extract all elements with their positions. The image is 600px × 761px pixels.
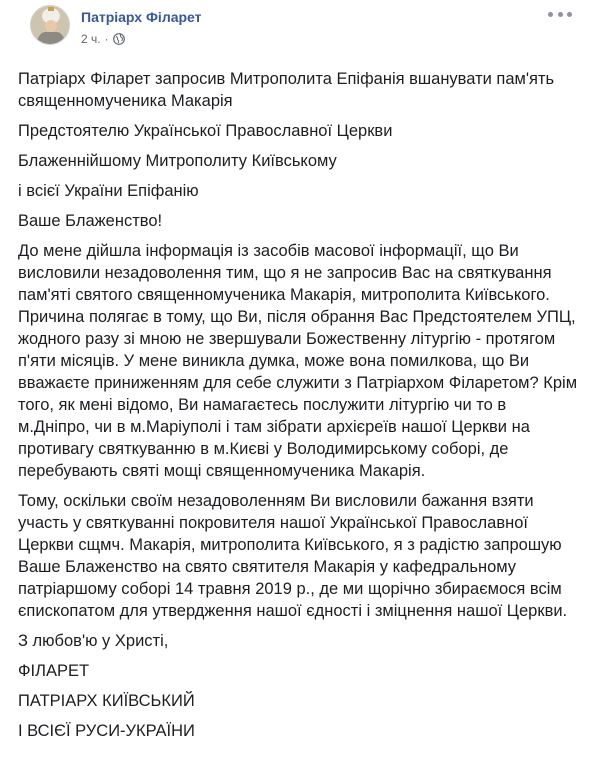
paragraph-line: З любов'ю у Христі, — [18, 632, 169, 650]
paragraph-line: Причина полягає в тому, що Ви, після обрання Вас Предстоятелем УПЦ, — [18, 308, 576, 326]
paragraph-line: п'яти місяців. У мене виникла думка, може вона помилкова, що Ви — [18, 352, 530, 370]
paragraph-line: м.Дніпро, чи в м.Маріуполі і там зібрати архієреїв нашої Церкви на — [18, 418, 530, 436]
paragraph-line: Церкви сщмч. Макарія, митрополита Київського, я з радістю запрошую — [18, 536, 562, 554]
more-options-icon[interactable] — [548, 6, 572, 22]
post-paragraph — [18, 180, 588, 202]
paragraph-line: Тому, оскільки своїм незадоволенням Ви висловили бажання взяти — [18, 492, 534, 510]
meta-separator: · — [104, 32, 109, 46]
paragraph-line: висловили незадоволення тим, що я не запросив Вас на святкування — [18, 264, 552, 282]
paragraph-line: єпископатом для утвердження нашої єдності і зміцнення нашої Церкви. — [18, 602, 568, 620]
post-paragraph — [18, 210, 588, 232]
post-paragraph — [18, 240, 588, 482]
paragraph-line: того, як мені відомо, Ви намагаєтесь послужити літургію чи то в — [18, 396, 507, 414]
paragraph-line: До мене дійшла інформація із засобів масової інформації, що Ви — [18, 242, 519, 260]
post-paragraph — [18, 150, 588, 172]
paragraph-line: Патріарх Філарет запросив Митрополита Епіфанія вшанувати пам'ять — [18, 70, 555, 88]
paragraph-line: і всієї України Епіфанію — [18, 182, 199, 200]
post-paragraph — [18, 630, 588, 652]
paragraph-line: ФІЛАРЕТ — [18, 662, 90, 680]
paragraph-line: І ВСІЄЇ РУСИ-УКРАЇНИ — [18, 722, 195, 740]
paragraph-line: пам'яті святого священномученика Макарія, митрополита Київського. — [18, 286, 550, 304]
post-paragraph — [18, 490, 588, 622]
paragraph-line: жодного разу зі мною не звершували Божественну літургію - протягом — [18, 330, 556, 348]
post-paragraph — [18, 690, 588, 712]
post-paragraph — [18, 120, 588, 142]
avatar-photo-icon — [31, 6, 70, 45]
paragraph-line: противагу святкуванню в м.Києві у Володимирському соборі, де — [18, 440, 509, 458]
post-meta — [81, 32, 125, 46]
paragraph-line: Предстоятелю Української Православної Церкви — [18, 122, 393, 140]
author-name[interactable]: Патріарх Філарет — [81, 9, 202, 25]
paragraph-line: вважаєте приниженням для себе служити з Патріархом Філаретом? Крім — [18, 374, 578, 392]
avatar[interactable] — [30, 5, 70, 45]
post-paragraph — [18, 660, 588, 682]
paragraph-line: ПАТРІАРХ КИЇВСЬКИЙ — [18, 692, 195, 710]
paragraph-line: Блаженнійшому Митрополиту Київському — [18, 152, 337, 170]
post-header — [18, 0, 588, 62]
paragraph-line: участь у святкуванні покровителя нашої Української Православної — [18, 514, 529, 532]
post-paragraph — [18, 68, 588, 112]
paragraph-line: Ваше Блаженство! — [18, 212, 163, 230]
paragraph-line: Ваше Блаженство на свято святителя Макарія у кафедральному — [18, 558, 517, 576]
paragraph-line: перебувають святі мощі священномученика Макарія. — [18, 462, 426, 480]
paragraph-line: священномученика Макарія — [18, 92, 233, 110]
post-time[interactable]: 2 ч. — [81, 32, 101, 46]
paragraph-line: патріаршому соборі 14 травня 2019 р., де ми щорічно збираємося всім — [18, 580, 562, 598]
post-paragraph — [18, 720, 588, 742]
post-text — [18, 68, 588, 750]
globe-icon[interactable] — [113, 33, 125, 45]
